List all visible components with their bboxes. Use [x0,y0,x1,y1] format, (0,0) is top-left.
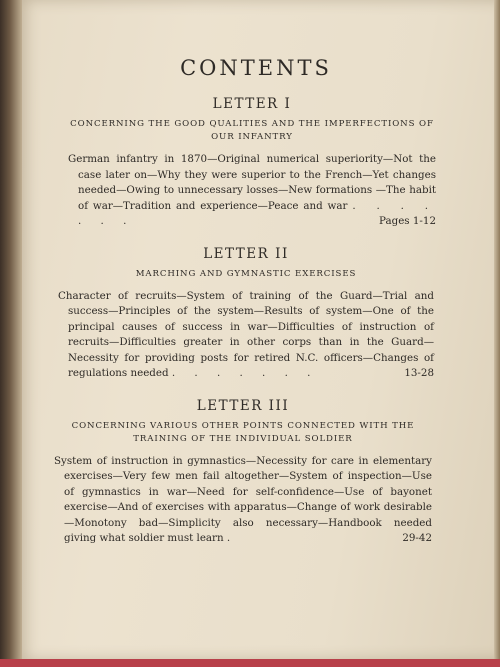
dot-leaders: . . . . . . . [171,367,319,379]
letter-title: LETTER I [212,96,292,112]
letter-summary [58,289,434,382]
letter-section [58,246,434,382]
letter-title: LETTER II [203,245,289,262]
page-title: CONTENTS [180,56,332,80]
page-edge [494,0,500,667]
letter-subtitle: CONCERNING VARIOUS OTHER POINTS CONNECTED WITH THE TRAINING OF THE INDIVIDUAL SOLDIER [71,420,415,444]
letter-section [68,96,436,230]
summary-text: Character of recruits—System of training of the Guard—Trial and success—Principles of the system—Results of system—One of the principal causes of success in war—Difficulties of instruction of recruits—Difficulties greater in other corps than in the Guard—Necessity for providing posts for retired N.C. officers—Changes of regulations needed [58,289,434,379]
contents-page [54,52,437,563]
letter-subtitle: CONCERNING THE GOOD QUALITIES AND THE IMPERFECTIONS OF OUR INFANTRY [70,119,434,142]
summary-text: System of instruction in gymnastics—Necessity for care in elementary exercises—Very few men fail altogether—System of inspection—Use of gymnastics in war—Need for self-confidence—Use of bayonet exercise—And of exercises with apparatus—Change of work desirable—Monotony bad—Simplicity also necessary—Handbook needed giving what soldier must learn [54,454,432,544]
letter-title: LETTER III [196,397,290,414]
letter-summary [68,152,436,230]
page-range: Pages 1-12 [379,215,436,227]
page-range: 13-28 [404,367,434,379]
page-range: 29-42 [402,532,432,544]
summary-text: German infantry in 1870—Original numerical superiority—Not the case later on—Why they were superior to the French—Yet changes needed—Owing to unnecessary losses—New formations —The habit of war—Tradition and experience—Peace and war [68,153,436,212]
dot-leaders: . . . . . . . [78,199,437,227]
letter-summary [54,454,432,547]
letter-subtitle: MARCHING AND GYMNASTIC EXERCISES [135,268,357,279]
book-cover-edge [0,659,500,667]
book-gutter [0,0,22,667]
letter-section [54,398,432,547]
dot-leaders: . [226,532,239,544]
